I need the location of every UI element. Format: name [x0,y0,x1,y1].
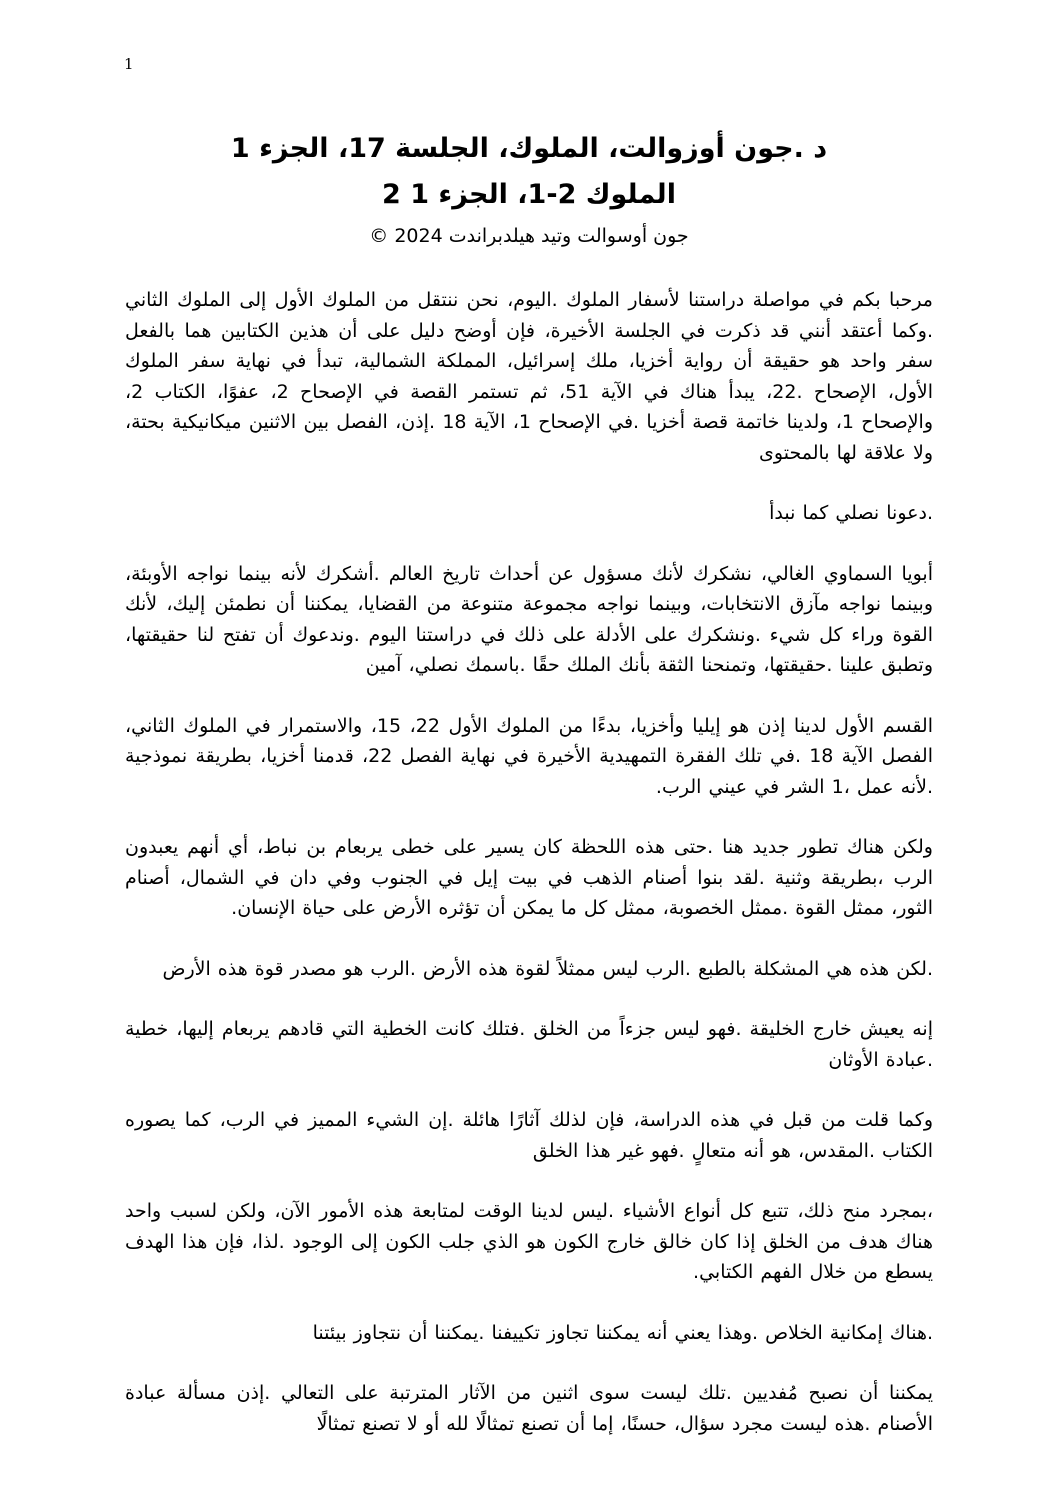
document-body [125,285,933,1439]
document-title [125,126,933,218]
title-line-2: الملوك 2-1، الجزء 1 2 [382,179,676,210]
paragraph: القسم الأول لدينا إذن هو إيليا وأخزيا، بدءًا من الملوك الأول 22، 15، والاستمرار في الملوك الثاني، الفصل الآية 18 .في تلك الفقرة التمهيدية الأخيرة في نهاية الفصل 22، قدمنا أخزيا، بطريقة نموذجية .لأنه عمل ،1 الشر في عيني الرب. [125,714,933,798]
paragraph: مرحبا بكم في مواصلة دراستنا لأسفار الملوك .اليوم، نحن ننتقل من الملوك الأول إلى الملوك الثاني .وكما أعتقد أنني قد ذكرت في الجلسة الأخيرة، فإن أوضح دليل على أن هذين الكتابين هما بالفعل سفر واحد هو حقيقة أن رواية أخزيا، ملك إسرائيل، المملكة الشمالية، تبدأ في نهاية سفر الملوك الأول، الإصحاح .22، يبدأ هناك في الآية 51، ثم تستمر القصة في الإصحاح 2، عفوًا، الكتاب 2، والإصحاح 1، ولدينا خاتمة قصة أخزيا .في الإصحاح 1، الآية 18 .إذن، الفصل بين الاثنين ميكانيكية بحتة، ولا علاقة لها بالمحتوى [125,289,934,464]
paragraph: .دعونا نصلي كما نبدأ [769,502,933,524]
paragraph: .لكن هذه هي المشكلة بالطبع .الرب ليس ممثلاً لقوة هذه الأرض .الرب هو مصدر قوة هذه الأرض [162,957,933,980]
paragraph: ،بمجرد منح ذلك، تتبع كل أنواع الأشياء .ليس لدينا الوقت لمتابعة هذه الأمور الآن، ولكن لسبب واحد هناك هدف من الخلق إذا كان خالق خارج الكون هو الذي جلب الكون إلى الوجود .لذا، فإن هذا الهدف يسطع من خلال الفهم الكتابي. [125,1200,933,1283]
paragraph: أبويا السماوي الغالي، نشكرك لأنك مسؤول عن أحداث تاريخ العالم .أشكرك لأنه بينما نواجه الأوبئة، وبينما نواجه مآزق الانتخابات، وبينما نواجه مجموعة متنوعة من القضايا، يمكننا أن نطمئن إليك، لأنك القوة وراء كل شيء .ونشكرك على الأدلة على ذلك في دراستنا اليوم .وندعوك أن تفتح لنا حقيقتها، وتطبق علينا .حقيقتها، وتمنحنا الثقة بأنك الملك حقًا .باسمك نصلي، آمين [125,562,933,676]
paragraph: وكما قلت من قبل في هذه الدراسة، فإن لذلك آثارًا هائلة .إن الشيء المميز في الرب، كما يصوره الكتاب .المقدس، هو أنه متعالٍ .فهو غير هذا الخلق [125,1109,933,1162]
paragraph: .هناك إمكانية الخلاص .وهذا يعني أنه يمكننا تجاوز تكييفنا .يمكننا أن نتجاوز بيئتنا [312,1321,933,1344]
paragraph: ولكن هناك تطور جديد هنا .حتى هذه اللحظة كان يسير على خطى يربعام بن نباط، أي أنهم يعبدون الرب ،بطريقة وثنية .لقد بنوا أصنام الذهب في بيت إيل في الجنوب وفي دان في الشمال، أصنام الثور، ممثل القوة .ممثل الخصوبة، ممثل كل ما يمكن أن تؤثره الأرض على حياة الإنسان. [125,836,933,919]
paragraph: إنه يعيش خارج الخليقة .فهو ليس جزءاً من الخلق .فتلك كانت الخطية التي قادهم يربعام إليها، خطية .عبادة الأوثان [125,1018,933,1071]
title-line-1: د .جون أوزوالت، الملوك، الجلسة 17، الجزء 1 [230,133,828,164]
page-number: 1 [124,55,134,73]
copyright-line: جون أوسوالت وتيد هيلدبراندت 2024 © [369,225,689,247]
paragraph: يمكننا أن نصبح مُفديين .تلك ليست سوى اثنين من الآثار المترتبة على التعالي .إذن مسألة عبادة الأصنام .هذه ليست مجرد سؤال، حسنًا، إما أن تصنع تمثالًا لله أو لا تصنع تمثالًا [125,1382,933,1435]
document-content [125,126,933,1469]
